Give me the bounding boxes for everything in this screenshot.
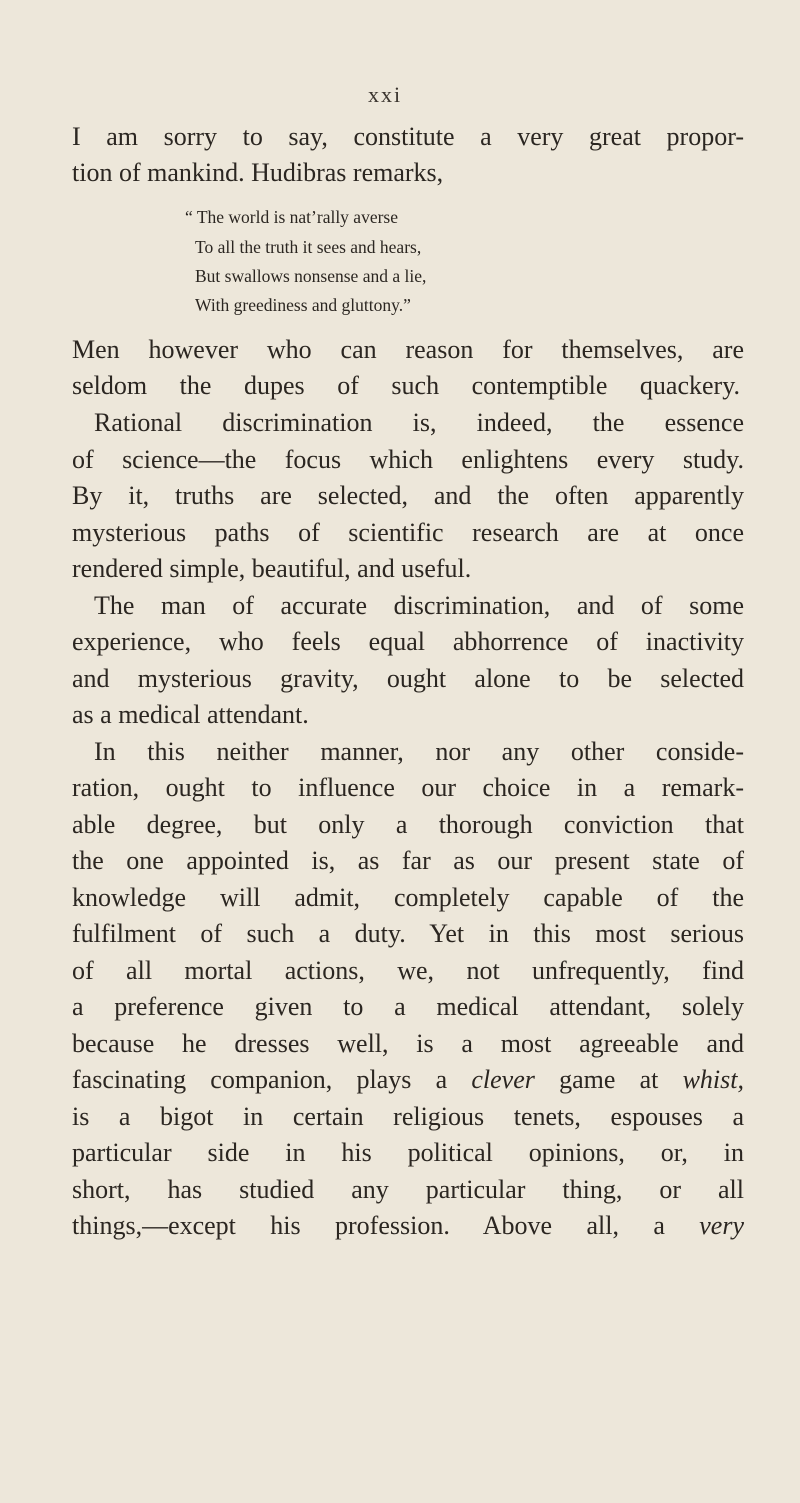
text-line: able degree, but only a thorough conviction that: [72, 810, 744, 839]
italic-word: whist,: [682, 1065, 744, 1094]
text-line: Men however who can reason for themselves, are: [72, 335, 744, 364]
verse-line: With greediness and gluttony.”: [195, 295, 411, 315]
text-line: [72, 1065, 744, 1095]
text-span: things,—except his profession. Above all, a: [72, 1211, 700, 1240]
text-line: fulfilment of such a duty. Yet in this most serious: [72, 919, 744, 948]
text-line: of all mortal actions, we, not unfrequently, find: [72, 956, 744, 985]
text-line: knowledge will admit, completely capable of the: [72, 883, 744, 912]
text-span: game at: [534, 1065, 683, 1094]
text-line: and mysterious gravity, ought alone to be selected: [72, 664, 744, 693]
text-line: of science—the focus which enlightens every study.: [72, 445, 744, 474]
verse-line: To all the truth it sees and hears,: [195, 237, 422, 257]
verse-line: But swallows nonsense and a lie,: [195, 266, 427, 286]
italic-word: clever: [471, 1065, 535, 1094]
text-line: is a bigot in certain religious tenets, espouses a: [72, 1102, 744, 1131]
text-line: mysterious paths of scientific research are at once: [72, 518, 744, 547]
text-line: In this neither manner, nor any other conside-: [94, 737, 744, 766]
text-line: seldom the dupes of such contemptible quackery.: [72, 371, 740, 400]
page-number: xxi: [367, 82, 403, 107]
text-line: particular side in his political opinions, or, in: [72, 1138, 744, 1167]
italic-word: very: [699, 1211, 744, 1240]
text-line: experience, who feels equal abhorrence of inactivity: [72, 627, 744, 656]
text-span: fascinating companion, plays a: [72, 1065, 472, 1094]
text-line: a preference given to a medical attendant, solely: [72, 992, 744, 1021]
text-line: as a medical attendant.: [72, 700, 309, 729]
verse-line: “ The world is nat’rally averse: [185, 207, 398, 227]
text-line: ration, ought to influence our choice in a remark-: [72, 773, 744, 802]
text-line: tion of mankind. Hudibras remarks,: [72, 158, 444, 187]
text-line: the one appointed is, as far as our present state of: [72, 846, 744, 875]
text-line: By it, truths are selected, and the often apparently: [72, 481, 744, 510]
text-line: because he dresses well, is a most agreeable and: [72, 1029, 744, 1058]
text-line: Rational discrimination is, indeed, the essence: [94, 408, 744, 437]
text-line: short, has studied any particular thing, or all: [72, 1175, 744, 1204]
text-line: The man of accurate discrimination, and of some: [94, 591, 744, 620]
text-line: rendered simple, beautiful, and useful.: [72, 554, 472, 583]
text-line: [72, 1211, 744, 1241]
text-line: I am sorry to say, constitute a very great propor-: [72, 122, 744, 151]
